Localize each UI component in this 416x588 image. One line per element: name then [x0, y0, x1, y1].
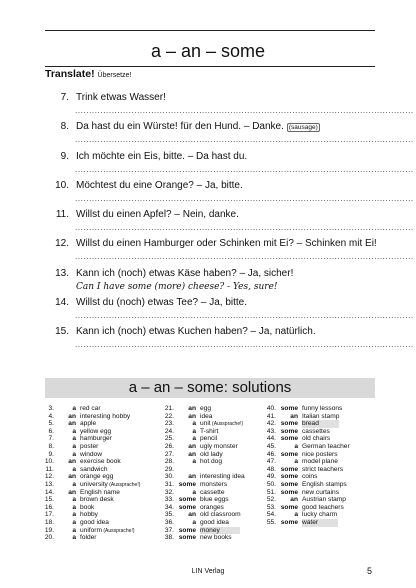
solution-row — [40, 466, 150, 474]
solution-word: money — [200, 527, 240, 535]
solution-article: an — [188, 473, 196, 481]
solution-row — [160, 481, 270, 489]
solution-word: apple — [80, 420, 97, 428]
solution-word: hobby — [80, 511, 98, 519]
solution-article: a — [192, 420, 196, 428]
solution-word: English stamps — [302, 480, 347, 488]
solution-number: 34. — [164, 503, 174, 511]
solution-article: an — [188, 450, 196, 458]
solution-article: a — [72, 526, 76, 534]
solution-word: pencil — [200, 435, 218, 443]
question-number: 7. — [60, 92, 69, 103]
solution-article: a — [72, 450, 76, 458]
solution-article: some — [280, 473, 298, 481]
solution-article: a — [72, 480, 76, 488]
solution-article: some — [280, 465, 298, 473]
solution-row — [160, 420, 270, 428]
solution-article: an — [188, 412, 196, 420]
solution-number: 5. — [48, 420, 54, 428]
solution-article: an — [68, 473, 76, 481]
question-text: Da hast du ein Würste! für den Hund. – Danke. — [76, 121, 284, 132]
top-rule — [45, 30, 375, 31]
solution-word: old chairs — [302, 435, 331, 443]
question-number: 11. — [55, 209, 69, 220]
question-item — [49, 151, 247, 162]
answer-line[interactable]: ........................................................................................................................ — [75, 340, 414, 349]
solution-row — [160, 489, 270, 497]
solution-number: 45. — [266, 442, 276, 450]
question-item — [49, 238, 377, 249]
solution-row — [160, 519, 270, 527]
solution-article: a — [72, 405, 76, 412]
question-text: Kann ich (noch) etwas Käse haben? – Ja, sicher! — [76, 268, 294, 279]
solution-number: 14. — [44, 488, 54, 496]
solution-row — [262, 519, 382, 527]
solution-article: an — [68, 488, 76, 496]
solution-number: 30. — [164, 473, 174, 481]
solution-article: a — [294, 511, 298, 519]
translate-sub: Übersetze! — [97, 72, 132, 79]
solution-article: a — [192, 435, 196, 443]
solution-word: good idea — [80, 518, 109, 526]
handwritten-answer: Can I have some (more) cheese? - Yes, sure! — [76, 282, 278, 292]
solution-number: 21. — [164, 405, 174, 412]
solution-number: 4. — [48, 412, 54, 420]
solution-article: an — [188, 405, 196, 412]
question-text: Willst du einen Hamburger oder Schinken mit Ei? – Schinken mit Ei! — [76, 238, 377, 249]
solution-row — [262, 489, 382, 497]
solution-number: 55. — [266, 518, 276, 526]
solution-word: uniform (Aussprache!) — [80, 526, 135, 534]
solution-article: an — [188, 511, 196, 519]
solution-number: 29. — [164, 465, 174, 473]
solution-word: good idea — [200, 518, 229, 526]
solution-article: some — [280, 405, 298, 412]
solution-row — [262, 473, 382, 481]
solution-word: oranges — [200, 503, 224, 511]
solution-article: an — [290, 496, 298, 504]
question-note: (sausage) — [288, 124, 318, 131]
solution-word: interesting idea — [200, 473, 245, 481]
solution-word: orange egg — [80, 473, 114, 481]
solution-number: 20. — [44, 534, 54, 542]
question-number: 12. — [55, 238, 69, 249]
solution-row — [40, 413, 150, 421]
solution-number: 44. — [266, 435, 276, 443]
solution-number: 36. — [164, 518, 174, 526]
solution-number: 33. — [164, 496, 174, 504]
solution-number: 18. — [44, 518, 54, 526]
solution-row — [262, 451, 382, 459]
question-number: 14. — [55, 297, 69, 308]
solution-number: 10. — [44, 458, 54, 466]
solution-number: 40. — [266, 405, 276, 412]
solution-row — [262, 428, 382, 436]
solution-word: Austrian stamp — [302, 496, 346, 504]
solution-number: 27. — [164, 450, 174, 458]
solution-article: some — [178, 496, 196, 504]
solution-word: funny lessons — [302, 405, 343, 412]
solution-article: an — [290, 412, 298, 420]
solution-word: window — [80, 450, 102, 458]
solutions-title: a – an – some: solutions — [45, 378, 375, 398]
question-text: Willst du (noch) etwas Tee? – Ja, bitte. — [76, 297, 248, 308]
solution-number: 7. — [48, 435, 54, 443]
solution-number: 28. — [164, 458, 174, 466]
solution-article: some — [178, 480, 196, 488]
solution-article: a — [72, 496, 76, 504]
solution-article: a — [72, 534, 76, 542]
solution-word: coins — [302, 473, 318, 481]
solution-row — [160, 451, 270, 459]
pronunciation-note: (Aussprache!) — [210, 421, 244, 428]
solution-word: bread — [302, 420, 339, 428]
solution-article: a — [192, 427, 196, 435]
solution-row — [40, 511, 150, 519]
solution-word: brown desk — [80, 496, 114, 504]
question-item — [49, 92, 166, 103]
solution-word: T-shirt — [200, 427, 219, 435]
solution-row — [262, 511, 382, 519]
solution-word: old lady — [200, 450, 223, 458]
solution-article: some — [280, 503, 298, 511]
solution-number: 22. — [164, 412, 174, 420]
solution-number: 32. — [164, 488, 174, 496]
question-item — [49, 268, 293, 279]
solution-row — [40, 481, 150, 489]
solution-row — [40, 428, 150, 436]
solution-word: cassette — [200, 488, 225, 496]
solution-number: 53. — [266, 503, 276, 511]
solution-row — [262, 405, 382, 413]
solution-article: a — [192, 458, 196, 466]
solution-article: a — [72, 511, 76, 519]
solution-word: ugly monster — [200, 442, 238, 450]
solution-number: 31. — [164, 480, 174, 488]
solution-word: water — [302, 519, 338, 527]
solution-number: 43. — [266, 427, 276, 435]
solution-word: blue eggs — [200, 496, 229, 504]
question-item — [49, 209, 239, 220]
solution-number: 16. — [44, 503, 54, 511]
solution-row — [160, 435, 270, 443]
solution-row — [262, 496, 382, 504]
solution-word: new curtains — [302, 488, 340, 496]
solution-article: some — [280, 435, 298, 443]
solution-row — [262, 466, 382, 474]
solution-article: some — [280, 450, 298, 458]
solution-article: an — [68, 412, 76, 420]
solution-article: an — [188, 442, 196, 450]
solution-number: 49. — [266, 473, 276, 481]
solution-number: 50. — [266, 480, 276, 488]
answer-line[interactable]: ........................................................................................................................ — [75, 135, 414, 144]
solution-article: a — [72, 435, 76, 443]
solution-word: monsters — [200, 480, 228, 488]
question-number: 8. — [60, 121, 69, 132]
solution-row — [40, 534, 150, 542]
solution-article: a — [72, 427, 76, 435]
solution-article: a — [192, 518, 196, 526]
solution-number: 26. — [164, 442, 174, 450]
solution-row — [40, 458, 150, 466]
solution-word: good teachers — [302, 503, 344, 511]
answer-line[interactable]: ........................................................................................................................ — [75, 165, 414, 174]
solution-word: interesting hobby — [80, 412, 131, 420]
question-text: Trink etwas Wasser! — [76, 92, 166, 103]
solution-word: cassettes — [302, 427, 330, 435]
solution-number: 35. — [164, 511, 174, 519]
solution-number: 37. — [164, 526, 174, 534]
solution-number: 51. — [266, 488, 276, 496]
solution-word: yellow egg — [80, 427, 112, 435]
solution-word: idea — [200, 412, 213, 420]
solution-word: hamburger — [80, 435, 112, 443]
solution-word: egg — [200, 405, 212, 412]
answer-line[interactable]: ........................................................................................................................ — [75, 252, 414, 261]
solution-article: some — [178, 503, 196, 511]
solution-number: 17. — [44, 511, 54, 519]
solution-number: 11. — [45, 465, 54, 473]
solution-article: an — [68, 458, 76, 466]
solution-row — [40, 443, 150, 451]
solution-article: a — [72, 465, 76, 473]
solution-word: new books — [200, 534, 232, 542]
solution-word: Italian stamp — [302, 412, 340, 420]
solution-article: a — [72, 442, 76, 450]
solutions-column-1 — [40, 405, 150, 542]
solution-word: old classroom — [200, 511, 241, 519]
solution-word: unit (Aussprache!) — [200, 420, 244, 428]
question-text: Möchtest du eine Orange? – Ja, bitte. — [76, 180, 243, 191]
solution-row — [160, 413, 270, 421]
solution-row — [40, 527, 150, 535]
page-number: 5 — [367, 566, 373, 576]
solution-word: lucky charm — [302, 511, 338, 519]
question-number: 10. — [55, 180, 69, 191]
pronunciation-note: (Aussprache!) — [102, 527, 135, 534]
solution-word: red car — [80, 405, 101, 412]
translate-label: Translate! — [45, 68, 95, 80]
title-rule — [45, 66, 375, 67]
solution-word: strict teachers — [302, 465, 344, 473]
page-title: a – an – some — [150, 41, 266, 61]
solution-number: 9. — [48, 450, 54, 458]
question-text: Ich möchte ein Eis, bitte. – Da hast du. — [76, 151, 248, 162]
solution-row — [40, 473, 150, 481]
question-number: 15. — [55, 326, 69, 337]
solution-number: 12. — [44, 473, 54, 481]
question-number: 9. — [60, 151, 69, 162]
solution-article: a — [192, 488, 196, 496]
solution-row — [40, 489, 150, 497]
solution-word: university (Aussprache!) — [80, 480, 141, 488]
question-item — [49, 121, 320, 132]
translate-heading — [45, 68, 131, 80]
solution-row — [40, 504, 150, 512]
solution-row — [262, 435, 382, 443]
answer-line[interactable]: ........................................................................................................................ — [75, 311, 414, 320]
solution-row — [262, 413, 382, 421]
solution-number: 38. — [164, 534, 174, 542]
solution-number: 42. — [266, 420, 276, 428]
solution-row — [160, 527, 270, 535]
question-text: Willst du einen Apfel? – Nein, danke. — [76, 209, 239, 220]
solution-word: folder — [80, 534, 97, 542]
solution-word: book — [80, 503, 95, 511]
question-number: 13. — [55, 268, 69, 279]
solution-article: some — [178, 534, 196, 542]
solution-row — [262, 420, 382, 428]
solution-row — [40, 420, 150, 428]
solution-article: some — [280, 518, 298, 526]
answer-line[interactable]: ........................................................................................................................ — [75, 106, 414, 115]
solution-article: a — [294, 442, 298, 450]
solution-row — [40, 519, 150, 527]
solution-word: poster — [80, 442, 99, 450]
solution-row — [160, 443, 270, 451]
solution-row — [160, 496, 270, 504]
solution-word: hot dog — [200, 458, 222, 466]
solution-article: a — [72, 518, 76, 526]
solution-article: some — [280, 427, 298, 435]
solution-number: 41. — [266, 412, 276, 420]
solution-number: 19. — [44, 526, 54, 534]
solution-word: English name — [80, 488, 120, 496]
solution-number: 52. — [266, 496, 276, 504]
solution-article: a — [72, 503, 76, 511]
solution-word: sandwich — [80, 465, 108, 473]
question-item — [49, 180, 243, 191]
solution-row — [262, 481, 382, 489]
solution-row — [160, 473, 270, 481]
solution-number: 13. — [44, 480, 54, 488]
pronunciation-note: (Aussprache!) — [107, 481, 141, 488]
solution-number: 47. — [266, 458, 276, 466]
question-item — [49, 326, 316, 337]
solutions-column-2 — [160, 405, 270, 542]
solutions-column-3 — [262, 405, 382, 527]
solution-row — [262, 443, 382, 451]
solution-article: an — [68, 420, 76, 428]
solution-word: German teacher — [302, 442, 350, 450]
solution-number: 25. — [164, 435, 174, 443]
solution-number: 23. — [164, 420, 174, 428]
question-text: Kann ich (noch) etwas Kuchen haben? – Ja, natürlich. — [76, 326, 316, 337]
solution-row — [160, 466, 270, 474]
solution-article: some — [280, 488, 298, 496]
solution-word: nice posters — [302, 450, 338, 458]
solution-row — [262, 504, 382, 512]
solution-article: some — [280, 420, 298, 428]
solution-word: exercise book — [80, 458, 121, 466]
solution-row — [40, 496, 150, 504]
solution-number: 48. — [266, 465, 276, 473]
solution-number: 46. — [266, 450, 276, 458]
solution-word: model plane — [302, 458, 338, 466]
solution-row — [160, 405, 270, 413]
solution-number: 8. — [48, 442, 54, 450]
solution-row — [40, 451, 150, 459]
solution-row — [160, 534, 270, 542]
solution-number: 15. — [44, 496, 54, 504]
question-item — [49, 297, 247, 308]
solution-article: a — [294, 458, 298, 466]
solution-row — [160, 511, 270, 519]
solution-number: 6. — [48, 427, 54, 435]
solution-article: some — [178, 526, 196, 534]
solution-number: 24. — [164, 427, 174, 435]
solution-article: some — [280, 480, 298, 488]
footer-publisher: LIN Verlag — [191, 568, 225, 575]
solution-number: 3. — [48, 405, 54, 412]
solution-row — [160, 428, 270, 436]
solution-row — [40, 405, 150, 413]
solution-number: 54. — [266, 511, 276, 519]
solution-row — [160, 504, 270, 512]
answer-line[interactable]: ........................................................................................................................ — [75, 194, 414, 203]
solution-row — [262, 458, 382, 466]
answer-line[interactable]: ........................................................................................................................ — [75, 223, 414, 232]
solution-row — [160, 458, 270, 466]
solution-row — [40, 435, 150, 443]
